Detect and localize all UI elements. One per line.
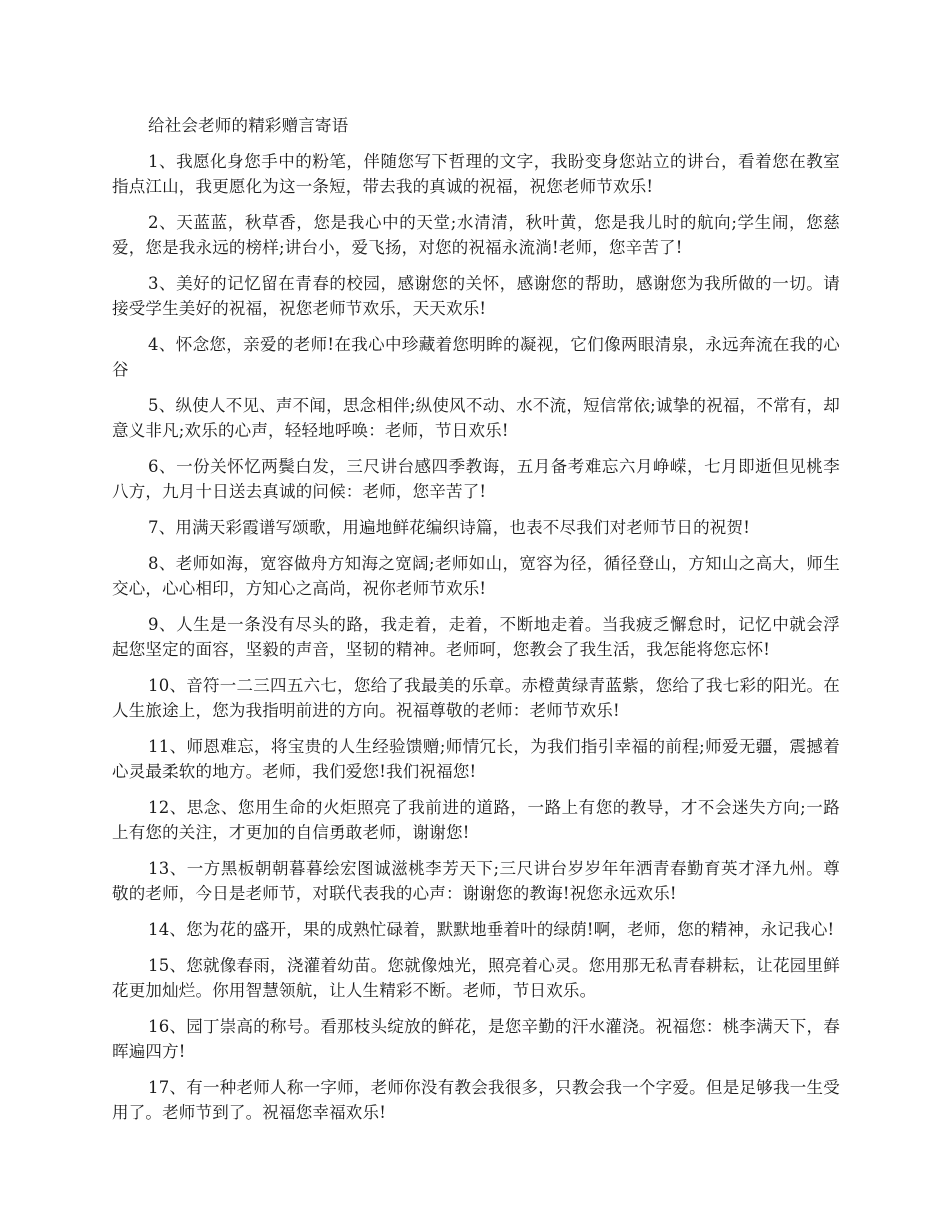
paragraph-11: 11、师恩难忘，将宝贵的人生经验馈赠;师情冗长，为我们指引幸福的前程;师爱无疆，震撼着心灵最柔软的地方。老师，我们爱您!我们祝福您! — [112, 737, 840, 781]
paragraph-6: 6、一份关怀忆两鬓白发，三尺讲台感四季教诲，五月备考难忘六月峥嵘，七月即逝但见桃李八方，九月十日送去真诚的问候：老师，您辛苦了! — [112, 457, 840, 501]
paragraph-1: 1、我愿化身您手中的粉笔，伴随您写下哲理的文字，我盼变身您站立的讲台，看着您在教室指点江山，我更愿化为这一条短，带去我的真诚的祝福，祝您老师节欢乐! — [112, 152, 840, 196]
paragraph-2: 2、天蓝蓝，秋草香，您是我心中的天堂;水清清，秋叶黄，您是我儿时的航向;学生闹，您慈爱，您是我永远的榜样;讲台小，爱飞扬，对您的祝福永流淌!老师，您辛苦了! — [112, 213, 840, 257]
paragraph-13: 13、一方黑板朝朝暮暮绘宏图诚滋桃李芳天下;三尺讲台岁岁年年洒青春勤育英才泽九州。尊敬的老师，今日是老师节，对联代表我的心声：谢谢您的教诲!祝您永远欢乐! — [112, 859, 840, 903]
paragraph-5: 5、纵使人不见、声不闻，思念相伴;纵使风不动、水不流，短信常依;诚挚的祝福，不常有，却意义非凡;欢乐的心声，轻轻地呼唤：老师，节日欢乐! — [112, 396, 840, 440]
document-body — [112, 113, 840, 1136]
paragraph-8: 8、老师如海，宽容做舟方知海之宽阔;老师如山，宽容为径，循径登山，方知山之高大，师生交心，心心相印，方知心之高尚，祝你老师节欢乐! — [112, 554, 840, 598]
paragraph-16: 16、园丁崇高的称号。看那枝头绽放的鲜花，是您辛勤的汗水灌浇。祝福您：桃李满天下，春晖遍四方! — [112, 1017, 840, 1061]
paragraph-14: 14、您为花的盛开，果的成熟忙碌着，默默地垂着叶的绿荫!啊，老师，您的精神，永记我心! — [148, 920, 835, 939]
paragraph-10: 10、音符一二三四五六七，您给了我最美的乐章。赤橙黄绿青蓝紫，您给了我七彩的阳光。在人生旅途上，您为我指明前进的方向。祝福尊敬的老师：老师节欢乐! — [112, 676, 840, 720]
paragraph-7: 7、用满天彩霞谱写颂歌，用遍地鲜花编织诗篇，也表不尽我们对老师节日的祝贺! — [148, 518, 751, 537]
paragraph-17: 17、有一种老师人称一字师，老师你没有教会我很多，只教会我一个字爱。但是足够我一生受用了。老师节到了。祝福您幸福欢乐! — [112, 1078, 840, 1122]
paragraph-9: 9、人生是一条没有尽头的路，我走着，走着，不断地走着。当我疲乏懈怠时，记忆中就会浮起您坚定的面容，坚毅的声音，坚韧的精神。老师呵，您教会了我生活，我怎能将您忘怀! — [112, 615, 840, 659]
paragraph-15: 15、您就像春雨，浇灌着幼苗。您就像烛光，照亮着心灵。您用那无私青春耕耘，让花园里鲜花更加灿烂。你用智慧领航，让人生精彩不断。老师，节日欢乐。 — [112, 956, 840, 1000]
paragraph-12: 12、思念、您用生命的火炬照亮了我前进的道路，一路上有您的教导，才不会迷失方向;一路上有您的关注，才更加的自信勇敢老师，谢谢您! — [112, 798, 840, 842]
paragraph-3: 3、美好的记忆留在青春的校园，感谢您的关怀，感谢您的帮助，感谢您为我所做的一切。请接受学生美好的祝福，祝您老师节欢乐，天天欢乐! — [112, 274, 840, 318]
document-title: 给社会老师的精彩赠言寄语 — [148, 116, 349, 135]
paragraph-4: 4、怀念您，亲爱的老师!在我心中珍藏着您明眸的凝视，它们像两眼清泉，永远奔流在我的心谷 — [112, 335, 840, 379]
